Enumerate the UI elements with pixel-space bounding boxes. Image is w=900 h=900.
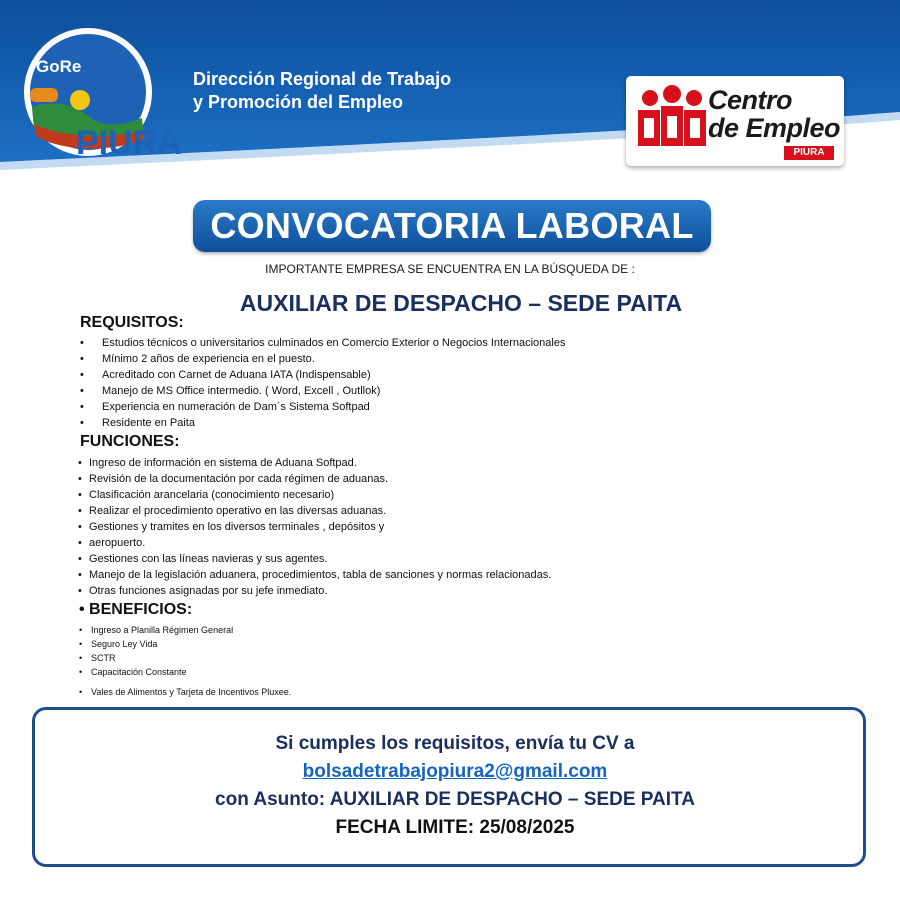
list-item: • Realizar el procedimiento operativo en las diversas aduanas.: [78, 503, 551, 519]
cta-email-link[interactable]: bolsadetrabajopiura2@gmail.com: [302, 761, 608, 782]
list-item: • Capacitación Constante: [79, 665, 291, 679]
centro-empleo-text: [708, 86, 840, 142]
list-item: • Manejo de MS Office intermedio. ( Word, Excell , Outllok): [80, 383, 565, 399]
piura-brand-text: PIURA: [76, 124, 182, 160]
list-item: • SCTR: [79, 651, 291, 665]
list-item: • Manejo de la legislación aduanera, procedimientos, tabla de sanciones y normas relacionadas.: [78, 567, 551, 583]
job-title: AUXILIAR DE DESPACHO – SEDE PAITA: [239, 290, 683, 316]
ce-piura-badge: PIURA: [784, 146, 834, 160]
list-item: • Clasificación arancelaria (conocimiento necesario): [78, 487, 551, 503]
list-item: • Otras funciones asignadas por su jefe inmediato.: [78, 583, 551, 599]
centro-empleo-logo: [626, 76, 844, 166]
ce-line1: Centro: [708, 85, 792, 115]
funciones-list: [78, 455, 551, 599]
list-item: • Residente en Paita: [80, 415, 565, 431]
list-item: • Vales de Alimentos y Tarjeta de Incentivos Pluxee.: [79, 685, 291, 699]
list-item: • Gestiones y tramites en los diversos terminales , depósitos y: [78, 519, 551, 535]
org-name-line1: Dirección Regional de Trabajo: [193, 69, 452, 89]
centro-empleo-icon: [634, 84, 710, 164]
ce-line2: de Empleo: [708, 113, 841, 143]
org-name: [193, 68, 451, 114]
funciones-heading: FUNCIONES:: [80, 433, 180, 450]
subtitle: IMPORTANTE EMPRESA SE ENCUENTRA EN LA BÚSQUEDA DE :: [265, 262, 635, 276]
cta-email-line: [35, 761, 875, 783]
list-item: • aeropuerto.: [78, 535, 551, 551]
list-item: • Estudios técnicos o universitarios culminados en Comercio Exterior o Negocios Internacionales: [80, 335, 565, 351]
list-item: • Mínimo 2 años de experiencia en el puesto.: [80, 351, 565, 367]
convocatoria-banner: CONVOCATORIA LABORAL: [193, 200, 711, 252]
list-item: • Gestiones con las líneas navieras y sus agentes.: [78, 551, 551, 567]
cta-line1: Si cumples los requisitos, envía tu CV a: [275, 733, 635, 754]
list-item: • Ingreso a Planilla Régimen General: [79, 623, 291, 637]
list-item: • Ingreso de información en sistema de Aduana Softpad.: [78, 455, 551, 471]
list-item: • Acreditado con Carnet de Aduana IATA (Indispensable): [80, 367, 565, 383]
list-item: • Experiencia en numeración de Dam´s Sistema Softpad: [80, 399, 565, 415]
gore-text: GoRe: [36, 57, 82, 76]
requisitos-list: [80, 335, 565, 431]
header: [0, 0, 900, 185]
list-item: • Revisión de la documentación por cada régimen de aduanas.: [78, 471, 551, 487]
requisitos-heading: REQUISITOS:: [80, 314, 184, 331]
cta-box: [32, 707, 866, 867]
beneficios-heading: • BENEFICIOS:: [79, 601, 193, 618]
cta-subject-line: con Asunto: AUXILIAR DE DESPACHO – SEDE PAITA: [215, 789, 695, 810]
cta-deadline: FECHA LIMITE: 25/08/2025: [335, 817, 575, 838]
list-item: • Seguro Ley Vida: [79, 637, 291, 651]
org-name-line2: y Promoción del Empleo: [193, 92, 404, 112]
beneficios-list: [79, 623, 291, 699]
gore-piura-logo: [22, 28, 197, 160]
